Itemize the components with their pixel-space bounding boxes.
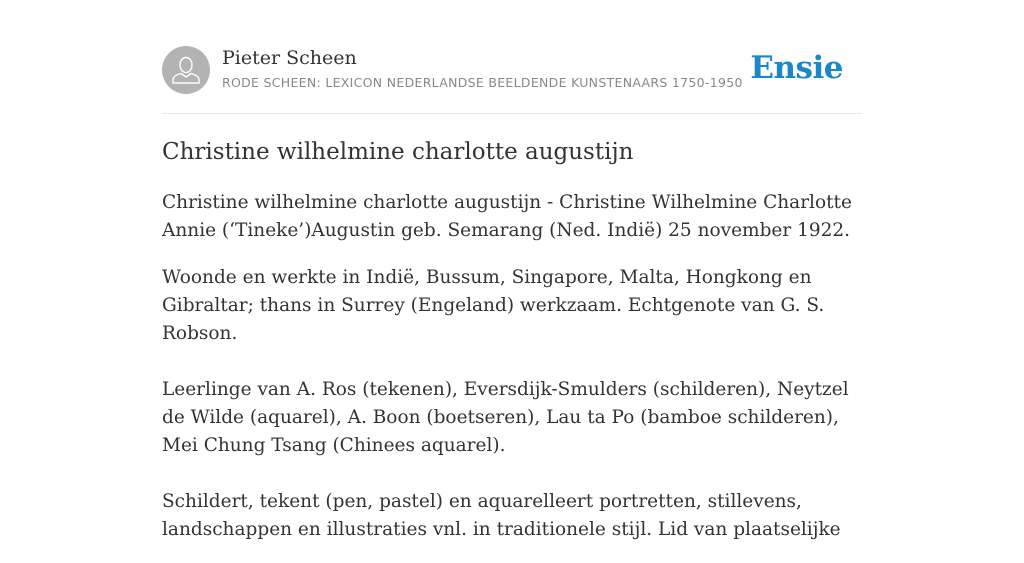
author-name[interactable]: Pieter Scheen <box>222 47 357 69</box>
page-title: Christine wilhelmine charlotte augustijn <box>162 139 634 165</box>
ensie-logo[interactable]: Ensie <box>750 50 843 86</box>
article-body <box>162 189 862 563</box>
source-title[interactable]: RODE SCHEEN: LEXICON NEDERLANDSE BEELDENDE KUNSTENAARS 1750-1950 <box>222 75 743 90</box>
article-paragraph-2: Woonde en werkte in Indië, Bussum, Singapore, Malta, Hongkong en Gibraltar; thans in Surrey (Engeland) werkzaam. Echtgenote van G. S. Robson. <box>162 267 825 344</box>
article-header <box>162 46 862 114</box>
article-paragraph-1: Christine wilhelmine charlotte augustijn - Christine Wilhelmine Charlotte Annie (‘Tineke’)Augustin geb. Semarang (Ned. Indië) 25 november 1922. <box>162 192 852 241</box>
article-paragraph-3: Leerlinge van A. Ros (tekenen), Eversdijk-Smulders (schilderen), Neytzel de Wilde (aquarel), A. Boon (boetseren), Lau ta Po (bamboe schilderen), Mei Chung Tsang (Chinees aquarel). <box>162 379 849 456</box>
article-paragraph-4: Schildert, tekent (pen, pastel) en aquarelleert portretten, stillevens, landschappen en illustraties vnl. in traditionele stijl. Lid van plaatselijke <box>162 491 841 540</box>
user-avatar-icon[interactable] <box>162 46 210 94</box>
